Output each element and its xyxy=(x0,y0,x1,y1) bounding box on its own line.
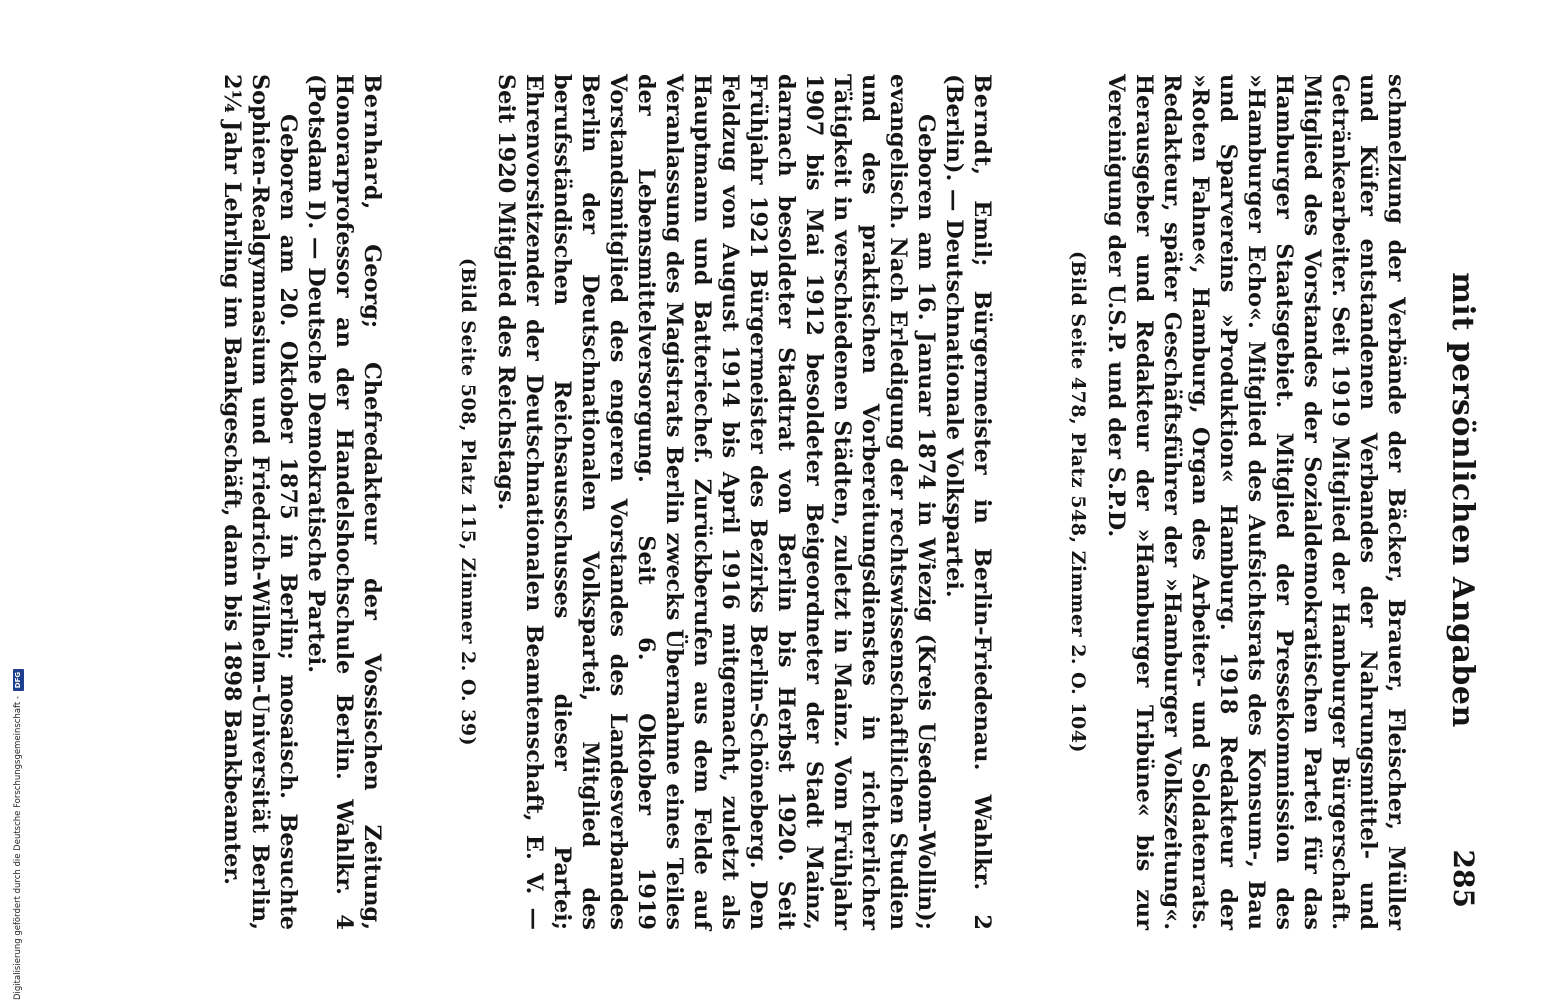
credit-text: Digitalisierung gefördert durch die Deutsche Forschungsgemeinschaft - xyxy=(13,696,23,1000)
entries xyxy=(218,74,1410,930)
seat-reference: (Bild Seite 508, Platz 115, Zimmer 2. O. 39) xyxy=(457,257,479,747)
entry-bernhard xyxy=(218,74,386,930)
entry-lead-text: Georg; Chefredakteur der Vossischen Zeitung, Honorarprofessor an der Handelshochschule Berlin. Wahlkr. 4 (Potsdam I). — Deutsche Demokratische Partei. xyxy=(303,74,385,930)
entry-lead xyxy=(302,74,386,930)
entry-berndt xyxy=(454,74,996,930)
entry-paragraph: schmelzung der Verbände der Bäcker, Brauer, Fleischer, Müller und Küfer entstandenen Verbandes der Nahrungsmittel- und Getränkearbeiter. Seit 1919 Mitglied der Hamburger Bürgerschaft. Mitglied des Vorstandes der Sozialdemokratischen Partei für das Hamburger Staatsgebiet. Mitglied der Pressekommission des »Hamburger Echo«. Mitglied des Aufsichtsrats des Konsum-, Bau und Sparvereins »Produktion« Hamburg. 1918 Redakteur der »Roten Fahne«, Hamburg, Organ des Arbeiter- und Soldatenrats. Redakteur, später Geschäftsführer der »Hamburger Volkszeitung«. Herausgeber und Redakteur der »Hamburger Tribüne« bis zur Vereinigung der U.S.P. und der S.P.D. xyxy=(1103,74,1409,930)
page-number: 285 xyxy=(1447,849,1480,908)
entry-paragraph: Geboren am 20. Oktober 1875 in Berlin; mosaisch. Besuchte Sophien-Realgymnasium und Friedrich-Wilhelm-Universität Berlin, 2¼ Jahr Lehrling im Bankgeschäft, dann bis 1898 Bankbeamter. xyxy=(219,74,301,930)
entry-lead-text: Emil; Bürgermeister in Berlin-Friedenau. Wahlkr. 2 (Berlin). — Deutschnationale Volkspartei. xyxy=(941,74,995,930)
digitization-credit xyxy=(12,600,24,1000)
seat-reference: (Bild Seite 478, Platz 548, Zimmer 2. O. 104) xyxy=(1067,251,1089,753)
entry-continued xyxy=(1064,74,1410,930)
entry-lead xyxy=(940,74,996,930)
entry-name: Berndt, xyxy=(969,74,995,177)
dfg-logo-icon: DFG xyxy=(13,669,24,691)
entry-name: Bernhard, xyxy=(359,74,385,211)
entry-paragraph: Geboren am 16. Januar 1874 in Wiezig (Kreis Usedom-Wollin); evangelisch. Nach Erledigung der rechtswissenschaftlichen Studien und des praktischen Vorbereitungsdienstes in richterlicher Tätigkeit in verschiedenen Städten, zuletzt in Mainz. Vom Frühjahr 1907 bis Mai 1912 besoldeter Beigeordneter der Stadt Mainz, darnach besoldeter Stadtrat von Berlin bis Herbst 1920. Seit Frühjahr 1921 Bürgermeister des Bezirks Berlin-Schöneberg. Den Feldzug von August 1914 bis April 1916 mitgemacht, zuletzt als Hauptmann und Batteriechef. Zurückberufen aus dem Felde auf Veranlassung des Magistrats Berlin zwecks Übernahme eines Teiles der Lebensmittelversorgung. Seit 6. Oktober 1919 Vorstandsmitglied des engeren Vorstandes des Landesverbandes Berlin der Deutschnationalen Volkspartei, Mitglied des berufsständischen Reichsausschusses dieser Partei; Ehrenvorsitzender der Deutschnationalen Beamtenschaft, E. V. — Seit 1920 Mitglied des Reichstags. xyxy=(493,74,939,930)
running-head: mit persönlichen Angaben xyxy=(1445,272,1480,728)
page-header xyxy=(1444,0,1480,1000)
